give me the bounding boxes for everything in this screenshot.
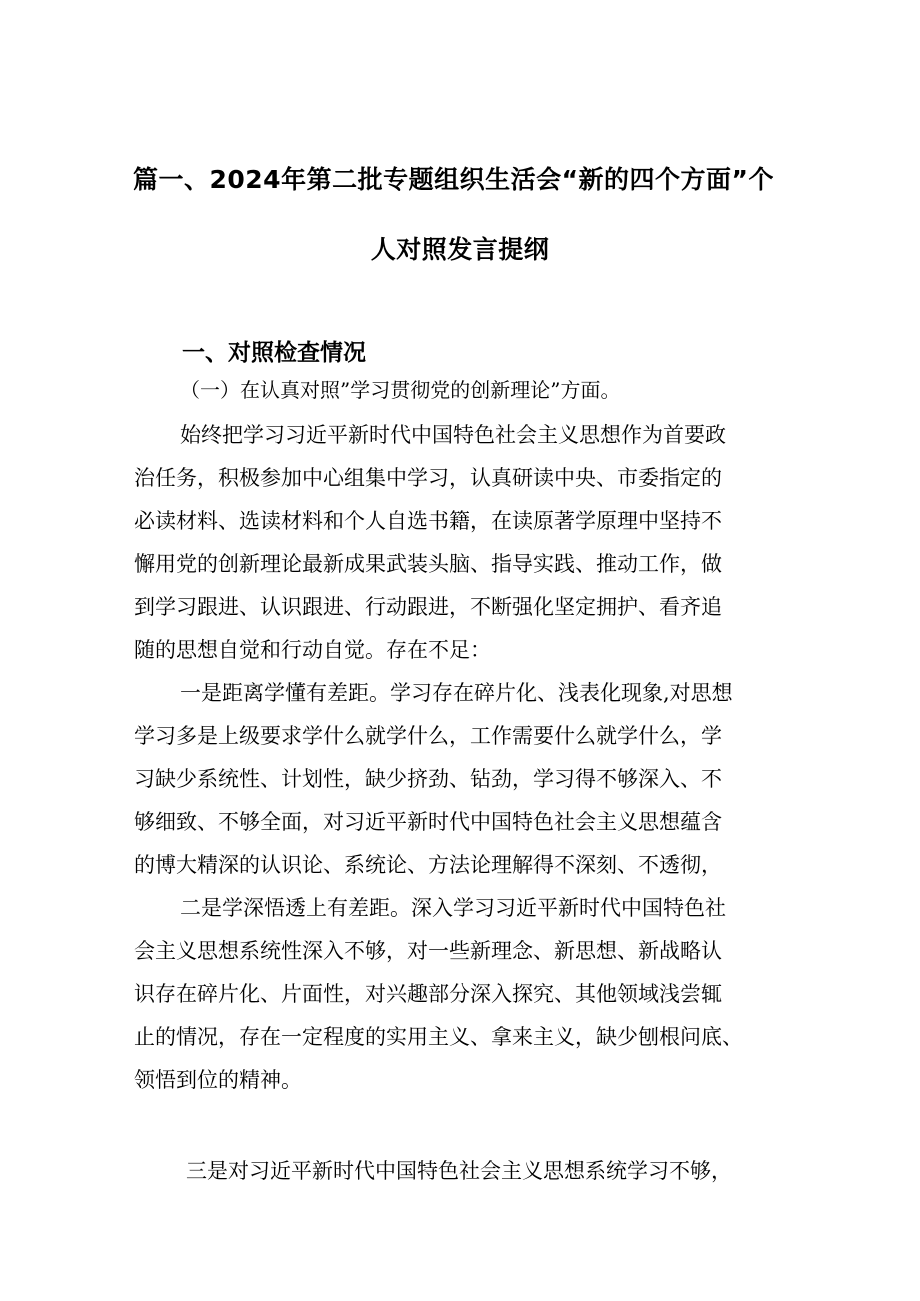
- paragraph-line: 始终把学习习近平新时代中国特色社会主义思想作为首要政: [180, 423, 726, 447]
- paragraph-2: [134, 672, 733, 887]
- paragraph-line: 随的思想自觉和行动自觉。存在不足：: [134, 638, 491, 662]
- paragraph-line: 治任务，积极参加中心组集中学习，认真研读中央、市委指定的: [134, 466, 722, 490]
- document-title-line-2: 人对照发言提纲: [370, 235, 550, 264]
- paragraph-line: 三是对习近平新时代中国特色社会主义思想系统学习不够，: [186, 1159, 732, 1183]
- paragraph-line: 识存在碎片化、片面性，对兴趣部分深入探究、其他领域浅尝辄: [134, 982, 722, 1006]
- paragraph-1: [134, 414, 726, 672]
- paragraph-line: 懈用党的创新理论最新成果武装头脑、指导实践、推动工作，做: [134, 552, 722, 576]
- paragraph-line: 到学习跟进、认识跟进、行动跟进，不断强化坚定拥护、看齐追: [134, 595, 722, 619]
- document-title-line-1: 篇一、2024年第二批专题组织生活会“新的四个方面”个: [133, 165, 774, 194]
- paragraph-4: [140, 1150, 732, 1193]
- paragraph-line: 够细致、不够全面，对习近平新时代中国特色社会主义思想蕴含: [134, 810, 722, 834]
- paragraph-line: 会主义思想系统性深入不够，对一些新理念、新思想、新战略认: [134, 939, 722, 963]
- paragraph-line: 领悟到位的精神。: [134, 1068, 302, 1092]
- paragraph-line: 止的情况，存在一定程度的实用主义、拿来主义，缺少刨根问底、: [134, 1025, 743, 1049]
- paragraph-line: 习缺少系统性、计划性，缺少挤劲、钻劲，学习得不够深入、不: [134, 767, 722, 791]
- paragraph-line: 一是距离学懂有差距。学习存在碎片化、浅表化现象,对思想: [180, 681, 733, 705]
- paragraph-line: 的博大精深的认识论、系统论、方法论理解得不深刻、不透彻，: [134, 853, 722, 877]
- paragraph-line: 二是学深悟透上有差距。深入学习习近平新时代中国特色社: [180, 896, 726, 920]
- paragraph-line: 学习多是上级要求学什么就学什么，工作需要什么就学什么，学: [134, 724, 722, 748]
- subsection-heading: （一）在认真对照”学习贯彻党的创新理论”方面。: [180, 378, 621, 402]
- section-heading: 一、对照检查情况: [182, 340, 366, 366]
- paragraph-3: [134, 887, 743, 1102]
- paragraph-line: 必读材料、选读材料和个人自选书籍，在读原著学原理中坚持不: [134, 509, 722, 533]
